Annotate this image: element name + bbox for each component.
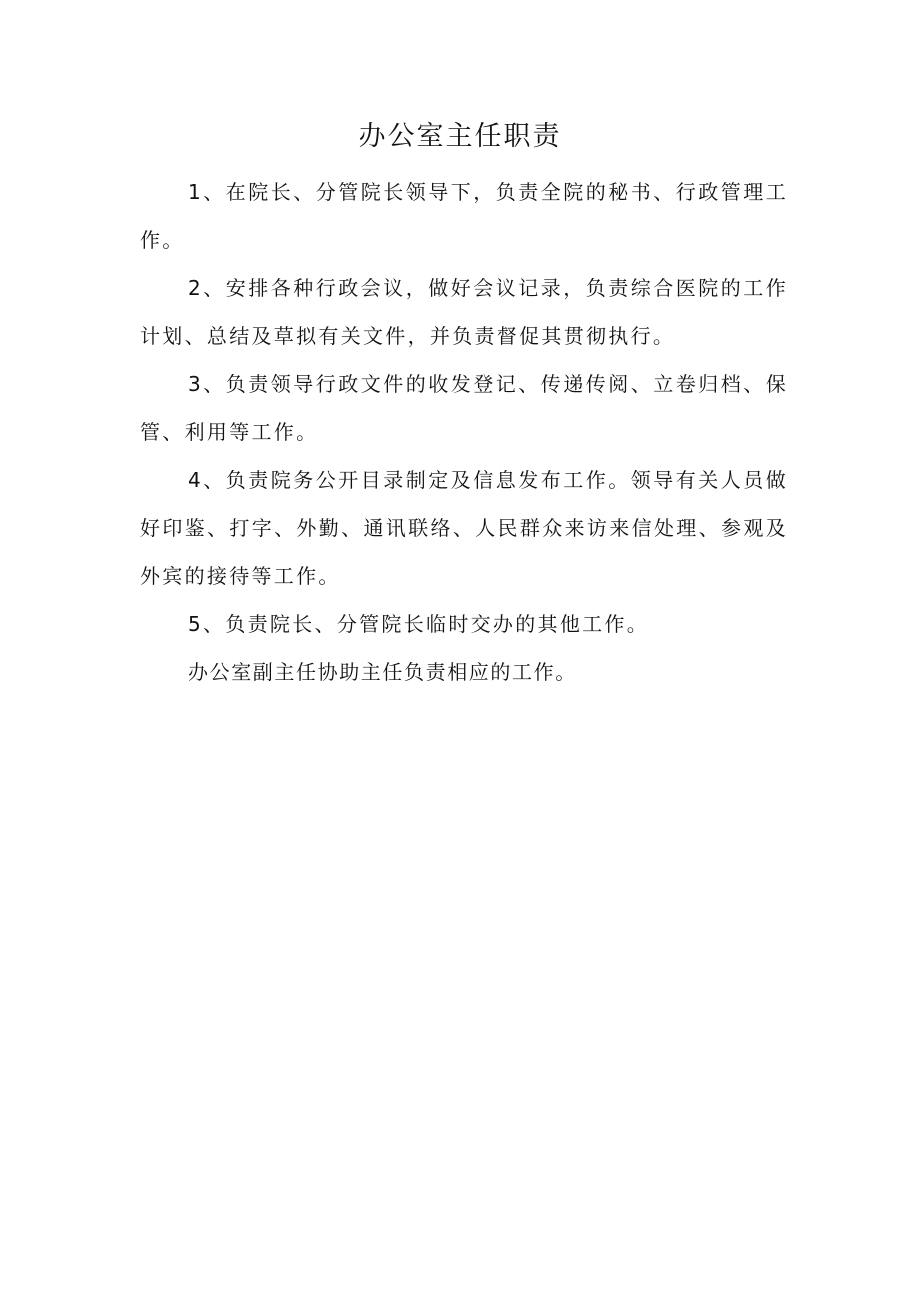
duty-item-3: 3、负责领导行政文件的收发登记、传递传阅、立卷归档、保管、利用等工作。 (140, 372, 788, 444)
duty-item-2: 2、安排各种行政会议，做好会议记录，负责综合医院的工作计划、总结及草拟有关文件，并负责督促其贯彻执行。 (140, 276, 788, 348)
duty-item-4: 4、负责院务公开目录制定及信息发布工作。领导有关人员做好印鉴、打字、外勤、通讯联络、人民群众来访来信处理、参观及外宾的接待等工作。 (140, 468, 788, 588)
document-title: 办公室主任职责 (358, 121, 562, 152)
deputy-note: 办公室副主任协助主任负责相应的工作。 (188, 660, 577, 684)
duty-item-1: 1、在院长、分管院长领导下，负责全院的秘书、行政管理工作。 (140, 180, 788, 252)
duty-item-5: 5、负责院长、分管院长临时交办的其他工作。 (188, 612, 650, 636)
document-body (140, 168, 788, 696)
